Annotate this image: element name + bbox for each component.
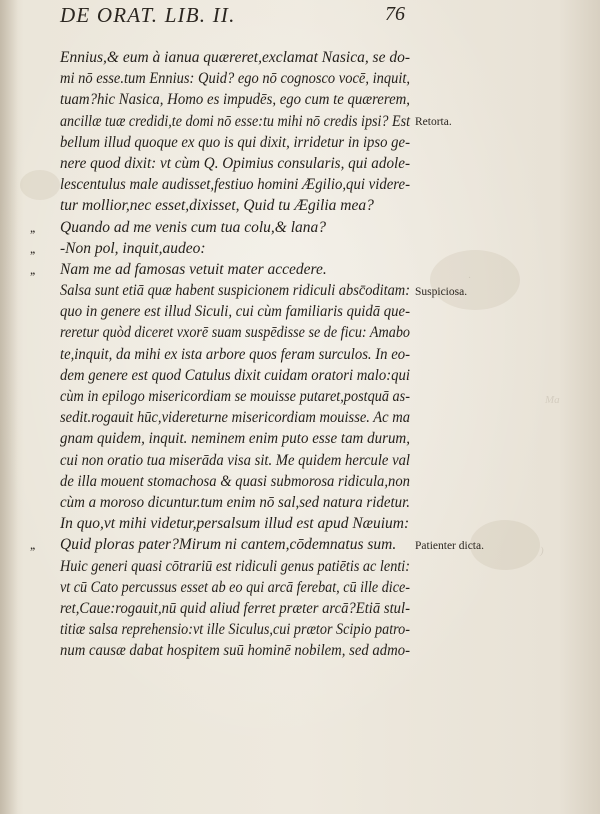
text-line: nere quod dixit: vt cùm Q. Opimius consularis, qui adole- xyxy=(60,154,411,172)
verse-line: ,, Quid ploras pater?Mirum ni cantem,cōdemnatus sum. xyxy=(60,534,410,555)
text-line: cùm a moroso dicuntur.tum enim nō sal,sed natura ridetur. xyxy=(60,493,410,511)
show-through-mark: · xyxy=(468,272,471,284)
paper-stain xyxy=(430,250,520,310)
show-through-mark: Ma xyxy=(545,394,560,406)
page-header xyxy=(60,3,405,35)
text-line: tur mollior,nec esset,dixisset, Quid tu Ægilia mea? xyxy=(60,197,374,215)
text-line: sedit.rogauit hūc,videreturne misericordiam mouisse. Ac ma xyxy=(60,409,411,427)
verse-line: ,, Nam me ad famosas vetuit mater accedere. xyxy=(60,259,410,280)
quotation-mark: ,, xyxy=(30,261,35,277)
text-line: de illa mouent stomachosa & quasi submorosa ridicula,non xyxy=(60,472,410,490)
quotation-mark: ,, xyxy=(30,219,35,235)
text-line: te,inquit, da mihi ex ista arbore quos feram surculos. In eo- xyxy=(60,345,411,363)
gutter-shadow xyxy=(0,0,18,814)
text-line: Ennius,& eum à ianua quæreret,exclamat Nasica, se do- xyxy=(60,49,411,66)
text-line: titiæ salsa reprehensio:vt ille Siculus,cui prætor Scipio patro- xyxy=(60,621,411,639)
text-line: Huic generi quasi cōtrariū est ridiculi genus patiētis ac lenti: xyxy=(60,557,410,575)
marginal-note-patienter-dicta: Patienter dicta. xyxy=(415,540,484,552)
verse-line: ,, Quando ad me venis cum tua colu,& lana? xyxy=(60,217,410,238)
text-line: dem genere est quod Catulus dixit cuidam oratori malo:qui xyxy=(60,366,410,384)
text-line: In quo,vt mihi videtur,persalsum illud est apud Næuium: xyxy=(60,515,410,533)
main-text xyxy=(30,47,411,661)
paper-stain xyxy=(20,170,60,200)
quotation-mark: ,, xyxy=(30,240,35,256)
text-line: cùm in epilogo misericordiam se mouisse putaret,postquā as- xyxy=(60,388,410,405)
text-line: lescentulus male audisset,festiuo homini Ægilio,qui videre- xyxy=(60,176,411,194)
text-line: quo in genere est illud Siculi, cui cùm familiaris quidā que- xyxy=(60,303,410,321)
marginal-note-retorta: Retorta. xyxy=(415,116,452,128)
verse-line: ,, -Non pol, inquit,audeo: xyxy=(60,238,410,259)
quotation-mark: ,, xyxy=(30,537,35,553)
text-line: num causæ dabat hospitem suū hominē nobilem, sed admo- xyxy=(60,642,411,660)
running-title: DE ORAT. LIB. II. xyxy=(60,3,236,27)
page-number: 76 xyxy=(385,3,405,25)
text-line: ret,Caue:rogauit,nū quid aliud ferret præter arcā?Etiā stul- xyxy=(60,599,410,617)
text-line: reretur quòd diceret vxorē suam suspēdisse se de ficu: Amabo xyxy=(60,324,410,342)
text-line: Salsa sunt etiā quæ habent suspicionem ridiculi absc̄oditam: xyxy=(60,282,411,300)
text-line: ancillæ tuæ credidi,te domi nō esse:tu mihi nō credis ipsi? Est xyxy=(60,112,410,130)
text-line: tuam?hic Nasica, Homo es impudēs, ego cum te quærerem, xyxy=(60,91,411,109)
marginal-note-suspiciosa: Suspiciosa. xyxy=(415,286,468,298)
text-line: vt cū Cato percussus esset ab eo qui arcā ferebat, cū ille dice- xyxy=(60,578,410,596)
show-through-mark: ) xyxy=(540,545,544,557)
text-line: cui non oratio tua miserāda visa sit. Me quidem hercule val xyxy=(60,451,410,469)
text-line: mi nō esse.tum Ennius: Quid? ego nō cognosco vocē, inquit, xyxy=(60,70,410,88)
text-line: gnam quidem, inquit. neminem enim puto esse tam durum, xyxy=(60,430,411,448)
text-line: bellum illud quoque ex quo is qui dixit, irridetur in ipso ge- xyxy=(60,133,410,151)
